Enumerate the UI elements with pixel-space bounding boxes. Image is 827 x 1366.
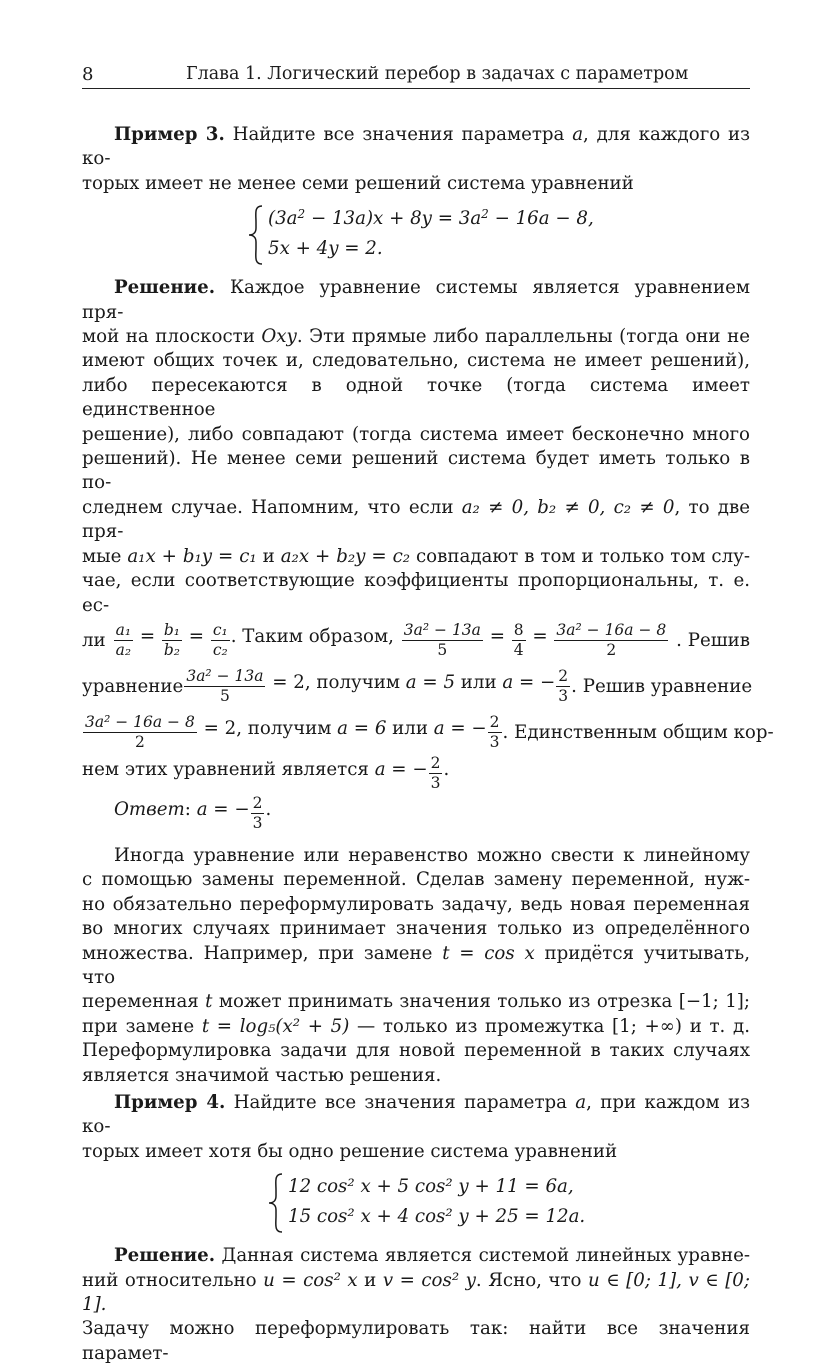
system-2-equation-1: 12 cos² x + 5 cos² y + 11 = 6a, — [288, 1176, 574, 1198]
system-1-equation-2: 5x + 4y = 2. — [268, 238, 383, 260]
example-4-statement: Пример 4. Найдите все значения параметра a, при каждом из ко- — [82, 1091, 750, 1138]
page — [82, 58, 774, 1366]
fraction-3a2-13a-over-5: $\frac{\text{3a² − 13a}}{5}$ — [403, 620, 481, 660]
substitution-para-line-7: при замене t = log₅(x² + 5) — только из промежутка [1; +∞) и т. д. — [82, 1015, 750, 1037]
substitution-para-line-1: Иногда уравнение или неравенство можно свести к линейному — [114, 844, 750, 866]
solution-3-line-8: мые a₁x + b₁y = c₁ и a₂x + b₂y = c₂ совпадают в том и только том слу- — [82, 545, 750, 567]
solution-3-last-line: нем этих уравнений является a = − $\frac{2}{3}$ . — [82, 753, 450, 793]
solution-3-line-9: чае, если соответствующие коэффициенты пропорциональны, т. е. ес- — [82, 570, 750, 616]
fraction-c1-c2: $\frac{\text{c₁}}{\text{c₂}}$ — [212, 620, 228, 660]
answer-label: Ответ — [114, 798, 185, 820]
substitution-para-line-9: является значимой частью решения. — [82, 1064, 442, 1086]
chapter-title: Глава 1. Логический перебор в задачах с параметром — [186, 64, 689, 84]
solution-3-line-1: Решение. Каждое уравнение системы является уравнением пря- — [82, 277, 750, 323]
solution-3-equation-line-2: $\frac{\text{3a² − 16a − 8}}{2}$ = 2, получим a = 6 или a = − $\frac{2}{3}$ . Единственным общим кор- — [85, 712, 774, 752]
example-3-statement: Пример 3. Найдите все значения параметра a, для каждого из ко- — [82, 124, 750, 170]
solution-4-line-1: Решение. Данная система является системой линейных уравне- — [114, 1245, 750, 1267]
solution-3-proportion-line: ли $\frac{\text{a₁}}{\text{a₂}}$ = $\frac{\text{b₁}}{\text{b₂}}$ = $\frac{\text{c₁}}{\text{c₂}}$ . Таким образом, $\frac{\text{3a² − 13a}}{5}$ = $\frac{8}{4}$ = $\frac{\text{3a² − 16a − 8}}{2}$ . Решив — [82, 620, 750, 660]
example-3-statement-line-2: торых имеет не менее семи решений система уравнений — [82, 172, 634, 194]
left-brace-icon — [246, 204, 266, 266]
fraction-a1-a2: $\frac{\text{a₁}}{\text{a₂}}$ — [115, 620, 132, 660]
substitution-para-line-5: множества. Например, при замене t = cos x придётся учитывать, что — [82, 942, 750, 988]
solution-3-line-7: следнем случае. Напомним, что если a₂ ≠ 0, b₂ ≠ 0, c₂ ≠ 0, то две пря- — [82, 496, 750, 543]
system-2-equation-2: 15 cos² x + 4 cos² y + 25 = 12a. — [288, 1206, 586, 1228]
fraction-3a2-16a-8-over-2: $\frac{\text{3a² − 16a − 8}}{2}$ — [556, 620, 667, 660]
left-brace-icon — [266, 1172, 286, 1234]
fraction-8-over-4: $\frac{8}{4}$ — [513, 620, 524, 660]
substitution-para-line-3: но обязательно переформулировать задачу, ведь новая переменная — [82, 893, 750, 915]
solution-4-line-2: ний относительно u = cos² x и v = cos² y. Ясно, что u ∈ [0; 1], v ∈ [0; 1]. — [82, 1269, 751, 1315]
solution-3-line-4: либо пересекаются в одной точке (тогда система имеет единственное — [82, 374, 750, 421]
running-header — [82, 58, 750, 89]
substitution-para-line-8: Переформулировка задачи для новой переменной в таких случаях — [82, 1040, 750, 1062]
answer-3: Ответ: a = − $\frac{2}{3}$ . — [114, 793, 272, 833]
solution-4-line-3: Задачу можно переформулировать так: найти все значения парамет- — [82, 1318, 750, 1364]
substitution-para-line-2: с помощью замены переменной. Сделав замену переменной, нуж- — [82, 869, 750, 891]
substitution-para-line-6: переменная t может принимать значения только из отрезка [−1; 1]; — [82, 991, 750, 1013]
page-number: 8 — [82, 64, 94, 85]
solution-3-line-5: решение), либо совпадают (тогда система имеет бесконечно много — [82, 423, 750, 445]
substitution-para-line-4: во многих случаях принимает значения только из определённого — [82, 918, 750, 940]
equation-system-2 — [266, 1172, 586, 1238]
example-3-label: Пример 3. — [114, 124, 225, 145]
system-1-equation-1: $(3a^2 - 13a)x + 8y = 3a^2 - 16a - 8$, — [268, 207, 594, 230]
solution-3-line-3: имеют общих точек и, следовательно, система не имеет решений), — [82, 350, 750, 372]
solution-3-line-2: мой на плоскости Oxy. Эти прямые либо параллельны (тогда они не — [82, 326, 750, 348]
fraction-b1-b2: $\frac{\text{b₁}}{\text{b₂}}$ — [163, 620, 181, 660]
example-4-label: Пример 4. — [114, 1091, 226, 1113]
solution-3-equation-line-1: уравнение $\frac{\text{3a² − 13a}}{5}$ = 2, получим a = 5 или a = − $\frac{2}{3}$ . Решив уравнение — [82, 666, 753, 706]
solution-3-line-6: решений). Не менее семи решений система будет иметь только в по- — [82, 448, 750, 494]
equation-system-1 — [246, 204, 594, 270]
example-4-statement-line-2: торых имеет хотя бы одно решение система уравнений — [82, 1140, 618, 1162]
